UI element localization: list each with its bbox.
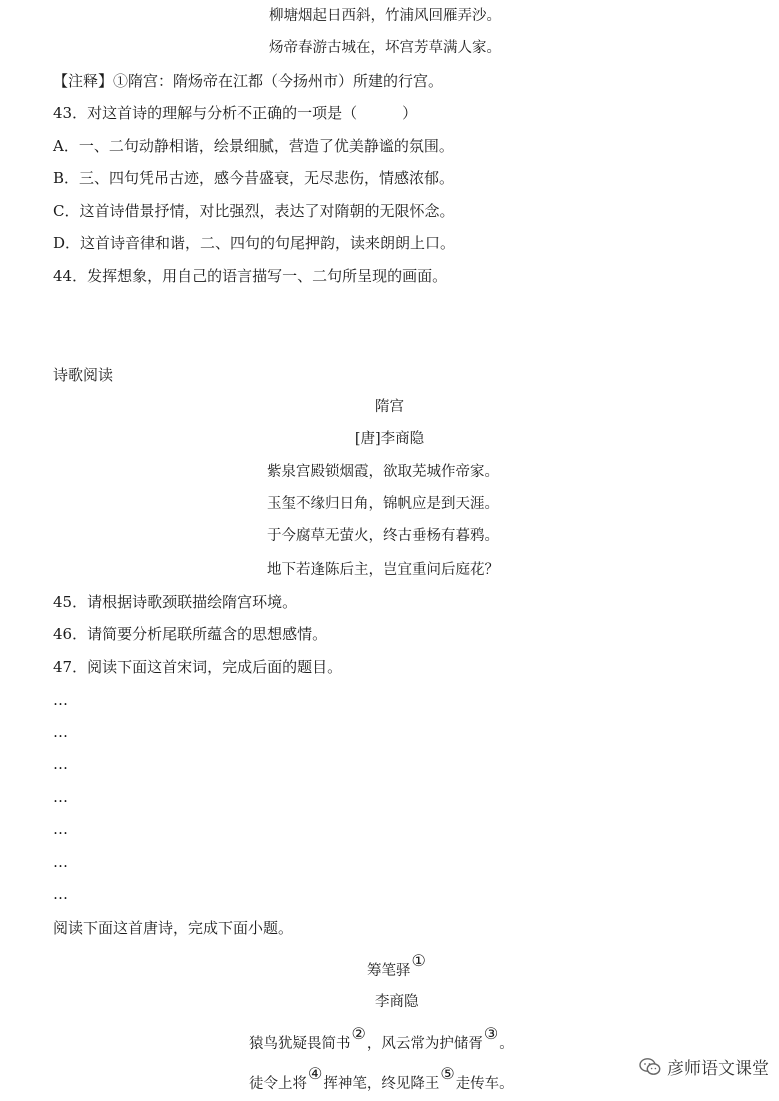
question-47: 47．阅读下面这首宋词，完成后面的题目。 — [53, 658, 343, 676]
ellipsis-5: … — [53, 820, 69, 838]
watermark — [639, 1054, 769, 1079]
footnote-mark: ① — [411, 951, 426, 970]
poem3-title — [367, 951, 427, 981]
watermark-text: 彦师语文课堂 — [667, 1059, 769, 1079]
question-43-option-c: C．这首诗借景抒情，对比强烈，表达了对隋朝的无限怀念。 — [53, 202, 455, 220]
poem-title: 隋宫 — [375, 399, 404, 415]
top-poem-line-3: 柳塘烟起日西斜，竹浦风回雁弄沙。 — [269, 8, 501, 24]
question-44: 44．发挥想象，用自己的语言描写一、二句所呈现的画面。 — [53, 267, 448, 285]
ellipsis-1: … — [53, 691, 69, 709]
poem3-line-1-b: ，风云常为护储胥 — [366, 1036, 483, 1052]
poem-author: [唐]李商隐 — [354, 431, 425, 447]
poem-line-1: 紫泉宫殿锁烟霞，欲取芜城作帝家。 — [267, 464, 499, 480]
poem3-author: 李商隐 — [375, 994, 419, 1010]
ellipsis-6: … — [53, 853, 69, 871]
wechat-icon — [639, 1057, 661, 1077]
poem3-line-2 — [249, 1064, 514, 1094]
poem-line-3: 于今腐草无萤火，终古垂杨有暮鸦。 — [267, 528, 499, 544]
footnote-mark: ② — [351, 1024, 366, 1043]
poem3-line-2-a: 徒令上将 — [249, 1076, 307, 1092]
ellipsis-2: … — [53, 723, 69, 741]
question-43-stem: 43．对这首诗的理解与分析不正确的一项是（ ） — [53, 104, 418, 122]
intro-tang-poem: 阅读下面这首唐诗，完成下面小题。 — [53, 919, 294, 937]
poem3-title-text: 筹笔驿 — [367, 963, 411, 979]
top-poem-line-4: 炀帝春游古城在，坏宫芳草满人家。 — [269, 40, 501, 56]
poem3-line-2-b: 挥神笔，终见降王 — [323, 1076, 440, 1092]
poem3-line-1-a: 猿鸟犹疑畏简书 — [249, 1036, 351, 1052]
question-43-option-d: D．这首诗音律和谐，二、四句的句尾押韵，读来朗朗上口。 — [53, 234, 456, 252]
ellipsis-3: … — [53, 755, 69, 773]
question-43-option-b: B．三、四句凭吊古迹，感今昔盛衰，无尽悲伤，情感浓郁。 — [53, 169, 455, 187]
question-43-option-a: A．一、二句动静相谐，绘景细腻，营造了优美静谧的氛围。 — [53, 137, 454, 155]
question-46: 46．请简要分析尾联所蕴含的思想感情。 — [53, 625, 328, 643]
footnote-mark: ⑤ — [440, 1064, 455, 1083]
question-45: 45．请根据诗歌颈联描绘隋宫环境。 — [53, 593, 298, 611]
poem3-line-1 — [249, 1024, 514, 1054]
poem-line-4: 地下若逢陈后主，岂宜重问后庭花？ — [267, 562, 499, 578]
poem3-line-2-c: 走传车。 — [455, 1076, 514, 1092]
section-heading: 诗歌阅读 — [53, 366, 114, 384]
poem3-line-1-c: 。 — [499, 1036, 514, 1052]
ellipsis-7: … — [53, 885, 69, 903]
ellipsis-4: … — [53, 788, 69, 806]
footnote-mark: ③ — [483, 1024, 499, 1043]
annotation-note: 【注释】①隋宫：隋炀帝在江都（今扬州市）所建的行宫。 — [53, 72, 444, 90]
poem-line-2: 玉玺不缘归日角，锦帆应是到天涯。 — [267, 496, 499, 512]
footnote-mark: ④ — [308, 1064, 323, 1083]
